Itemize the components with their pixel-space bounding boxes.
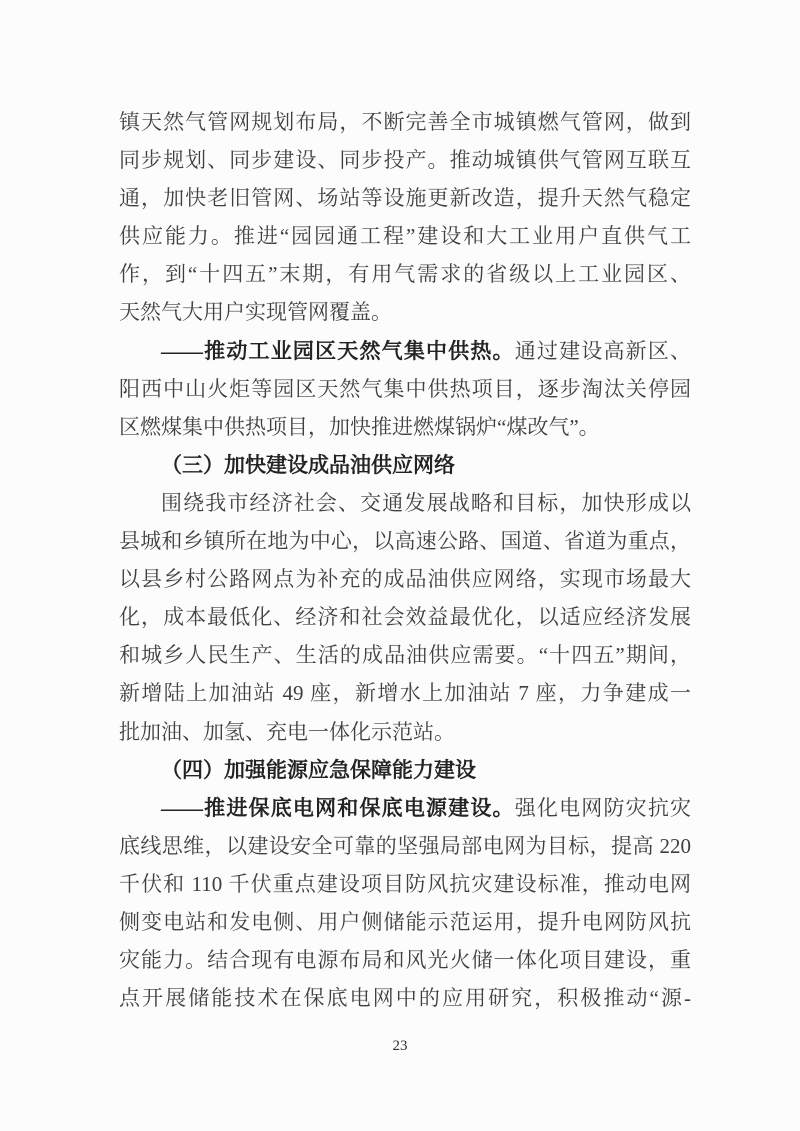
body-text: 供应能力。推进“园园通工程”建设和大工业用户直供气工 <box>119 224 691 249</box>
text-line <box>119 293 691 331</box>
body-text: 化，成本最低化、经济和社会效益最优化，以适应经济发展 <box>119 605 691 630</box>
text-line <box>119 255 691 293</box>
emphasis-text: ——推动工业园区天然气集中供热。 <box>161 338 515 363</box>
emphasis-text: ——推进保底电网和保底电源建设。 <box>161 795 515 820</box>
body-text: 灾能力。结合现有电源布局和风光火储一体化项目建设，重 <box>119 948 691 973</box>
body-text: 以县乡村公路网点为补充的成品油供应网络，实现市场最大 <box>119 567 691 592</box>
text-line <box>119 598 691 636</box>
paragraph <box>119 789 691 1018</box>
body-text: 作，到“十四五”末期，有用气需求的省级以上工业园区、 <box>119 262 691 287</box>
paragraph <box>119 332 691 446</box>
body-text: 新增陆上加油站 49 座，新增水上加油站 7 座，力争建成一 <box>119 681 691 706</box>
text-line <box>119 827 691 865</box>
body-text: 围绕我市经济社会、交通发展战略和目标，加快形成以 <box>161 490 691 515</box>
body-text: 通，加快老旧管网、场站等设施更新改造，提升天然气稳定 <box>119 186 691 211</box>
body-text: 通过建设高新区、 <box>514 338 691 363</box>
body-text: 点开展储能技术在保底电网中的应用研究，积极推动“源- <box>119 986 691 1011</box>
body-text: 镇天然气管网规划布局，不断完善全市城镇燃气管网，做到 <box>119 110 691 134</box>
body-text: 千伏和 110 千伏重点建设项目防风抗灾建设标准，推动电网 <box>119 871 691 896</box>
text-line <box>119 751 691 789</box>
text-line <box>119 636 691 674</box>
page-footer <box>0 1037 800 1055</box>
paragraph <box>119 484 691 751</box>
body-text: 侧变电站和发电侧、用户侧储能示范运用，提升电网防风抗 <box>119 909 691 934</box>
body-text: 底线思维，以建设安全可靠的坚强局部电网为目标，提高 220 <box>119 833 691 858</box>
text-line <box>119 141 691 179</box>
body-text: 区燃煤集中供热项目，加快推进燃煤锅炉“煤改气”。 <box>119 414 600 439</box>
text-line <box>119 370 691 408</box>
emphasis-text: （四）加强能源应急保障能力建设 <box>161 757 476 782</box>
body-text: 天然气大用户实现管网覆盖。 <box>119 300 392 325</box>
section-heading <box>119 751 691 789</box>
text-line <box>119 103 691 141</box>
paragraph <box>119 103 691 332</box>
text-line <box>119 484 691 522</box>
text-line <box>119 865 691 903</box>
emphasis-text: （三）加快建设成品油供应网络 <box>161 452 455 477</box>
text-line <box>119 522 691 560</box>
text-line <box>119 713 691 751</box>
page-number: 23 <box>392 1038 408 1054</box>
text-line <box>119 674 691 712</box>
text-line <box>119 408 691 446</box>
text-line <box>119 179 691 217</box>
text-line <box>119 217 691 255</box>
section-heading <box>119 446 691 484</box>
body-text: 县城和乡镇所在地为中心，以高速公路、国道、省道为重点， <box>119 529 691 554</box>
text-block <box>119 103 691 1017</box>
body-text: 同步规划、同步建设、同步投产。推动城镇供气管网互联互 <box>119 148 691 173</box>
text-line <box>119 789 691 827</box>
text-line <box>119 446 691 484</box>
text-line <box>119 560 691 598</box>
text-line <box>119 941 691 979</box>
text-line <box>119 332 691 370</box>
body-text: 和城乡人民生产、生活的成品油供应需要。“十四五”期间， <box>119 643 691 668</box>
text-line <box>119 979 691 1017</box>
body-text: 批加油、加氢、充电一体化示范站。 <box>119 719 455 744</box>
body-text: 阳西中山火炬等园区天然气集中供热项目，逐步淘汰关停园 <box>119 376 691 401</box>
body-text: 强化电网防灾抗灾 <box>514 795 691 820</box>
text-line <box>119 903 691 941</box>
